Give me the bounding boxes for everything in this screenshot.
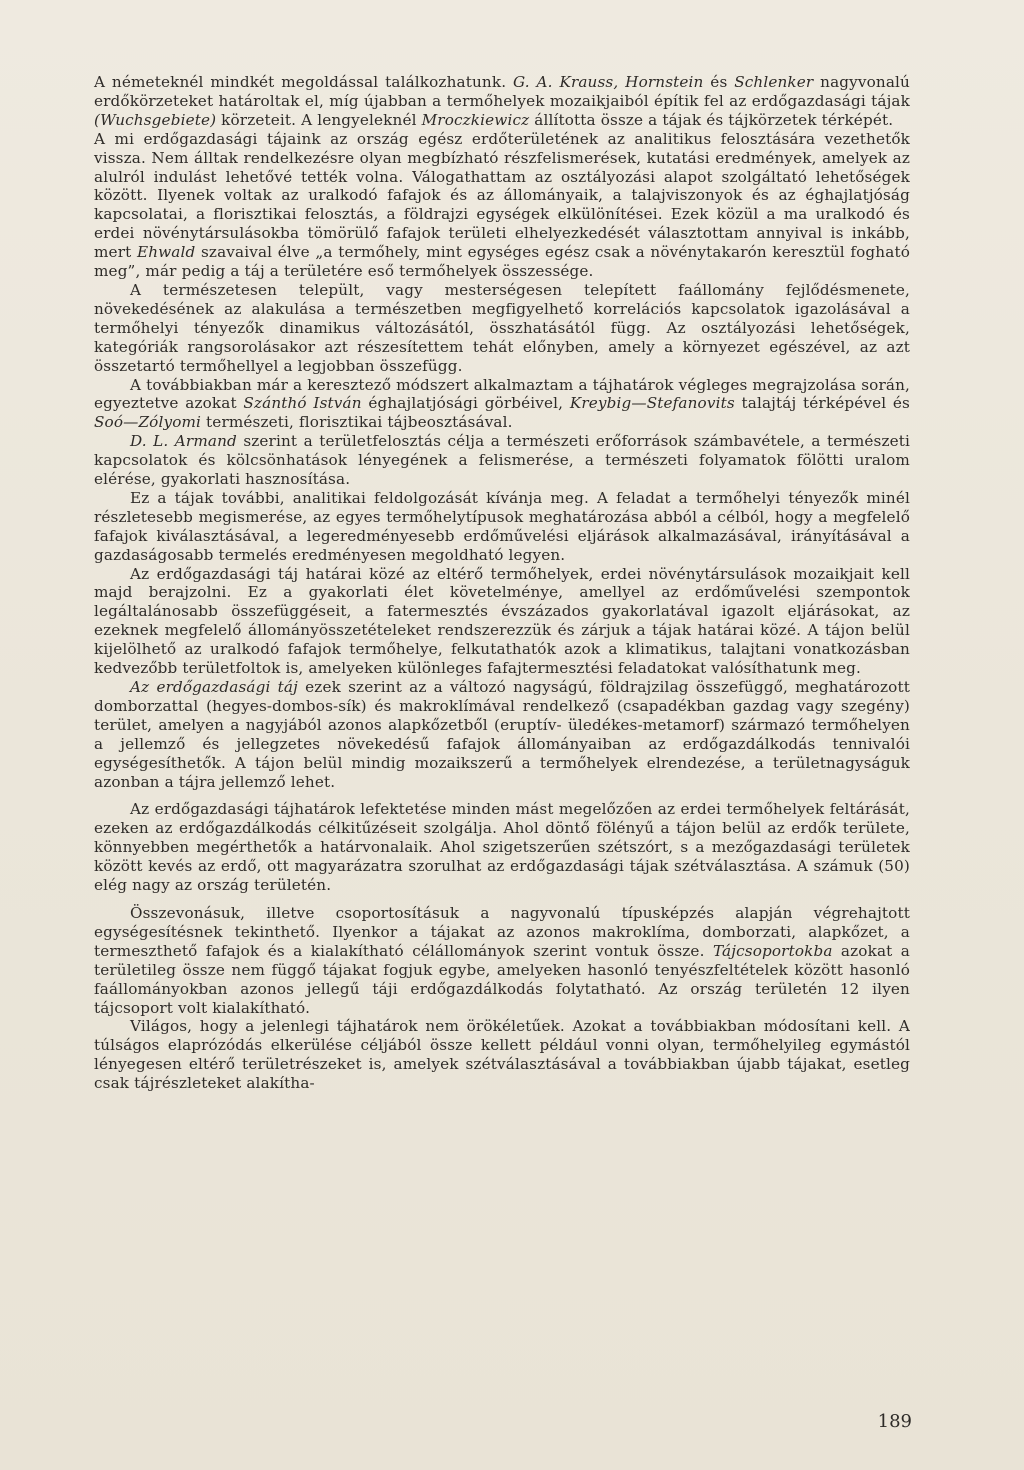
- paragraph-2: [94, 130, 910, 281]
- paragraph-8: [94, 678, 910, 791]
- text-segment: A továbbiakban már a keresztező módszert alkalmaztam a tájhatárok végleges megrajzolása során, egyeztetve azokat: [94, 375, 910, 413]
- text-segment: A mi erdőgazdasági tájaink az ország egész erdőterületének az analitikus felosztására vezethetők vissza. Nem álltak rendelkezésre olyan megbízható részfelismerések, kutatási eredmények, amelyek az alulról indulást lehetővé tették volna. Válogathattam az osztályozási alapot szolgáltató lehetőségek között. Ilyenek voltak az uralkodó fafajok és az állományaik, a talajviszonyok és az éghajlatjóság kapcsolatai, a florisztikai felosztás, a földrajzi egységek elkülönítései. Ezek közül a ma uralkodó és erdei növénytársulásokba tömörülő fafajok területi elhelyezkedését választottam annyival is inkább, mert: [94, 129, 910, 262]
- paragraph-11: [94, 1017, 910, 1093]
- italic-text: D. L. Armand: [130, 432, 237, 451]
- text-segment: A természetesen települt, vagy mesterségesen telepített faállomány fejlődésmenete, növekedésének az alakulása a természetben megfigyelhető korrelációs kapcsolatok igazolásával a termőhelyi tényezők dinamikus változásától, összhatásától függ. Az osztályozási lehetőségek, kategóriák rangsorolásakor azt részesítettem tehát előnyben, amely a környezet egészével, az azt összetartó termőhellyel a legjobban összefügg.: [94, 280, 910, 375]
- italic-text: Kreybig—Stefanovits: [569, 394, 735, 413]
- paragraph-3: [94, 281, 910, 376]
- text-segment: Az erdőgazdasági táj határai közé az eltérő termőhelyek, erdei növénytársulások mozaikjait kell majd berajzolni. Ez a gyakorlati élet követelménye, amellyel az erdőművelési szempontok legáltalánosabb összefüggéseit, a fatermesztés évszázados gyakorlatával igazolt eljárásokat, az ezeknek megfelelő állományösszetételeket rendszerezzük és zárjuk a tájak határai közé. A tájon belül kijelölhető az uralkodó fafajok termőhelye, felkutathatók azok a klimatikus, talajtani vonatkozásban kedvezőbb területfoltok is, amelyeken különleges fafajtermesztési feladatokat valósíthatunk meg.: [94, 564, 910, 678]
- paragraph-4: [94, 376, 910, 433]
- italic-text: Mroczkiewicz: [421, 110, 530, 129]
- text-segment: állította össze a tájak és tájkörzetek térképét.: [529, 110, 894, 129]
- italic-text: Soó—Zólyomi: [94, 413, 202, 432]
- text-segment: körzeteit. A lengyeleknél: [216, 110, 422, 129]
- text-segment: nagyvonalú erdőkörzeteket határoltak el, míg újabban a termőhelyek mozaikjaiból építik fel az erdőgazdasági tájak: [94, 73, 910, 110]
- text-segment: ezek szerint az a változó nagyságú, földrajzilag összefüggő, meghatározott domborzattal (hegyes-dombos-sík) és makroklímával rendelkező (csapadékban gazdag vagy szegény) terület, amelyen a nagyjából azonos alapkőzetből (eruptív- üledékes-metamorf) származó termőhelyen a jellemző és jellegzetes növekedésű fafajok állományaiban az erdőgazdálkodás tennivalói egységesíthetők. A tájon belül mindig mozaikszerű a termőhelyek elrendezése, a területnagyságuk azonban a tájra jellemző lehet.: [94, 678, 910, 791]
- italic-text: Schlenker: [734, 73, 814, 91]
- paragraph-10: [94, 904, 910, 1017]
- text-segment: szavaival élve „a termőhely, mint egységes egész csak a növénytakarón keresztül fogható meg”, már pedig a táj a területére eső termőhelyek összessége.: [94, 243, 910, 281]
- text-segment: Világos, hogy a jelenlegi tájhatárok nem örökéletűek. Azokat a továbbiakban módosítani kell. A túlságos elaprózódás elkerülése céljából össze kellett például vonni olyan, termőhelyileg egymástól lényegesen eltérő területrészeket is, amelyek szétválasztásával a továbbiakban újabb tájakat, esetleg csak tájrészleteket alakítha-: [94, 1017, 910, 1093]
- text-segment: Ez a tájak további, analitikai feldolgozását kívánja meg. A feladat a termőhelyi tényezők minél részletesebb megismerése, az egyes termőhelytípusok meghatározása abból a célból, hogy a megfelelő fafajok kiválasztásával, a legeredményesebb erdőművelési eljárások alkalmazásával, irányításával a gazdaságosabb termelés eredményesen megoldható legyen.: [94, 488, 910, 564]
- italic-text: Az erdőgazdasági táj: [130, 678, 298, 696]
- body-text: [94, 73, 910, 1093]
- italic-text: (Wuchsgebiete): [94, 110, 217, 129]
- italic-text: Szánthó István: [243, 394, 362, 413]
- paragraph-9: [94, 800, 910, 895]
- paragraph-6: [94, 489, 910, 565]
- page-number: 189: [877, 1411, 912, 1432]
- italic-text: G. A. Krauss, Hornstein: [513, 73, 704, 91]
- italic-text: Tájcsoportokba: [712, 941, 833, 960]
- italic-text: Ehwald: [136, 243, 196, 262]
- text-segment: Összevonásuk, illetve csoportosításuk a nagyvonalú típusképzés alapján végrehajtott egységesítésnek tekinthető. Ilyenkor a tájakat az azonos makroklíma, domborzati, alapkőzet, a termeszthető fafajok és a kialakítható célállományok szerint vontuk össze.: [94, 903, 910, 960]
- text-segment: éghajlatjósági görbéivel,: [361, 394, 570, 413]
- paragraph-1: [94, 73, 910, 130]
- paragraph-7: [94, 565, 910, 678]
- text-segment: talajtáj térképével és: [734, 394, 910, 413]
- paragraph-5: [94, 432, 910, 489]
- text-segment: Az erdőgazdasági tájhatárok lefektetése minden mást megelőzően az erdei termőhelyek feltárását, ezeken az erdőgazdálkodás célkitűzéseit szolgálja. Ahol döntő fölényű a tájon belül az erdők területe, könnyebben megérthetők a határvonalaik. Ahol szigetszerűen szétszórt, s a mezőgazdasági területek között kevés az erdő, ott magyarázatra szorulhat az erdőgazdasági tájak szétválasztása. A számuk (50) elég nagy az ország területén.: [94, 800, 910, 895]
- text-segment: azokat a területileg össze nem függő tájakat fogjuk egybe, amelyeken hasonló tenyészfeltételek között hasonló faállományokban azonos jellegű táji erdőgazdálkodás folytatható. Az ország területén 12 ilyen tájcsoport volt kialakítható.: [94, 941, 910, 1017]
- text-segment: és: [703, 73, 735, 91]
- text-segment: A németeknél mindkét megoldással találkozhatunk.: [94, 73, 513, 91]
- text-segment: természeti, florisztikai tájbeosztásával.: [201, 413, 513, 432]
- text-segment: szerint a területfelosztás célja a természeti erőforrások számbavétele, a természeti kapcsolatok és kölcsönhatások lényegének a felismerése, a természeti folyamatok fölötti uralom elérése, gyakorlati hasznosítása.: [94, 432, 910, 489]
